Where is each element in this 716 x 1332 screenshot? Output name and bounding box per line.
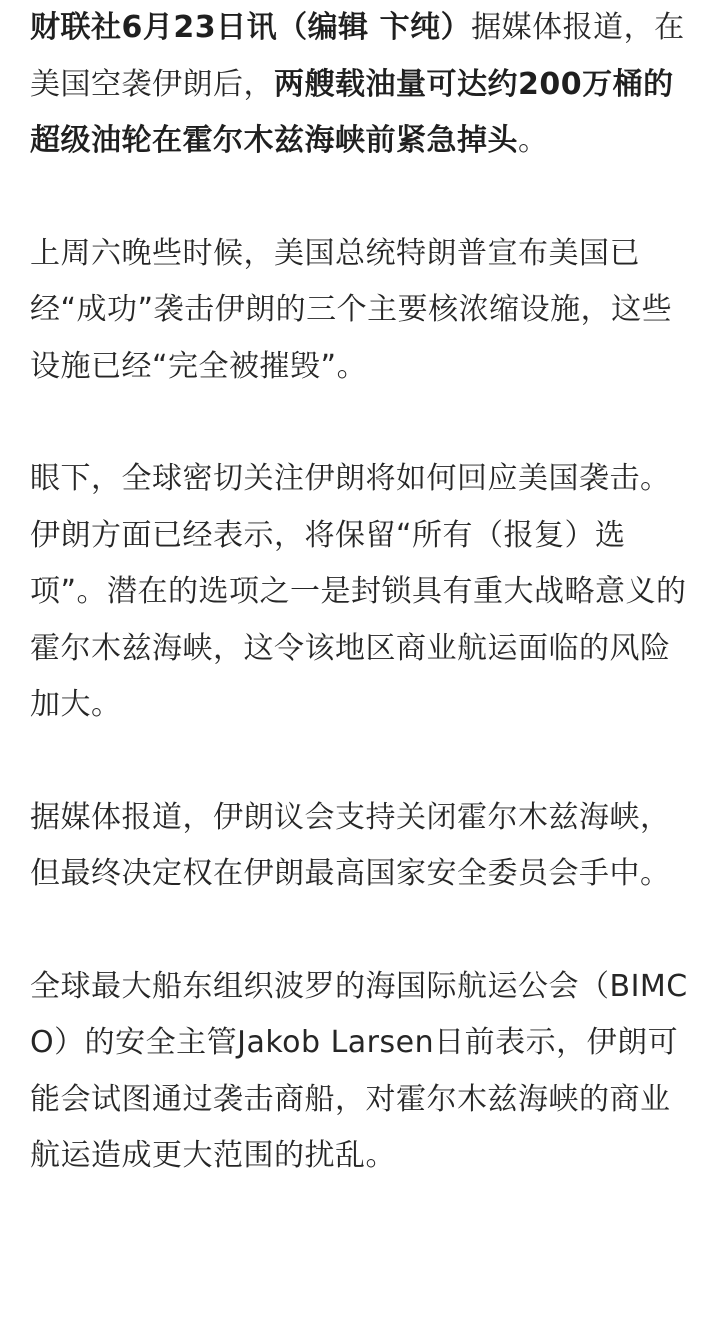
paragraph-2: 上周六晚些时候，美国总统特朗普宣布美国已经“成功”袭击伊朗的三个主要核浓缩设施，这些设施已经“完全被摧毁”。 [30,235,673,384]
paragraph-1 [30,0,688,170]
news-dateline: 财联社6月23日讯（编辑 卞纯） [30,10,472,45]
paragraph-5: 全球最大船东组织波罗的海国际航运公会（BIMCO）的安全主管Jakob Larsen日前表示，伊朗可能会试图通过袭击商船，对霍尔木兹海峡的商业航运造成更大范围的扰乱。 [30,968,688,1173]
paragraph-1-text: 据媒体报道，在美国空袭伊朗后， [30,10,685,102]
paragraph-1-end: 。 [518,123,549,158]
paragraph-1-highlight: 两艘载油量可达约200万桶的超级油轮在霍尔木兹海峡前紧急掉头 [30,66,674,158]
paragraph-3: 眼下，全球密切关注伊朗将如何回应美国袭击。伊朗方面已经表示，将保留“所有（报复）选项”。潜在的选项之一是封锁具有重大战略意义的霍尔木兹海峡，这令该地区商业航运面临的风险加大。 [30,461,687,722]
paragraph-4: 据媒体报道，伊朗议会支持关闭霍尔木兹海峡，但最终决定权在伊朗最高国家安全委员会手中。 [30,799,671,891]
